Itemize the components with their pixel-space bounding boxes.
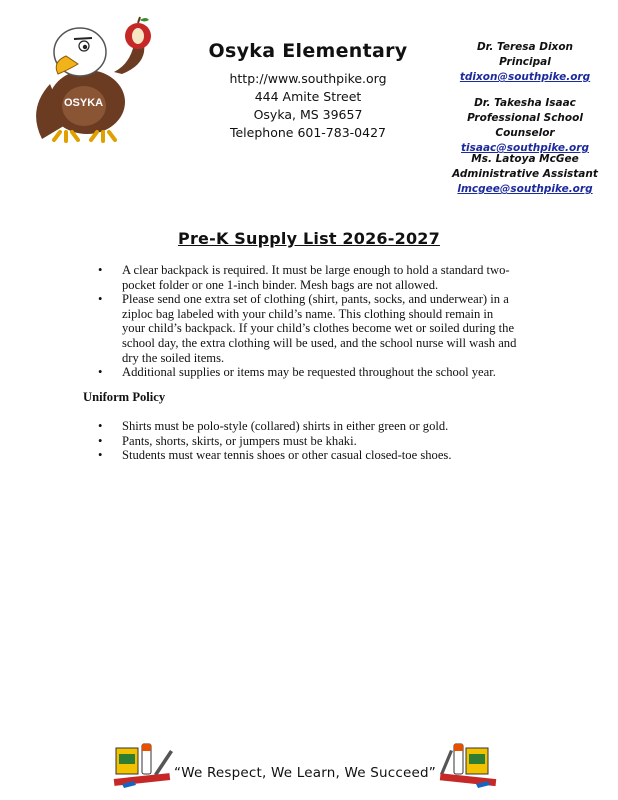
school-website[interactable]: http://www.southpike.org xyxy=(229,71,387,86)
list-item: • Additional supplies or items may be requested throughout the school year. xyxy=(98,365,518,380)
school-city: Osyka, MS 39657 xyxy=(253,107,363,122)
school-supplies-icon xyxy=(436,740,498,788)
mascot-label: OSYKA xyxy=(64,97,104,109)
uniform-list xyxy=(98,419,518,463)
list-item: • A clear backpack is required. It must be large enough to hold a standard two-pocket folder or one 1-inch binder. Mesh bags are not allowed. xyxy=(98,263,518,292)
supply-list xyxy=(98,263,518,380)
school-street: 444 Amite Street xyxy=(254,89,362,104)
page-title: Pre-K Supply List 2026-2027 xyxy=(178,229,440,248)
uniform-heading: Uniform Policy xyxy=(83,390,166,404)
staff-name: Ms. Latoya McGee xyxy=(471,153,579,165)
staff-contact-assistant xyxy=(440,152,610,197)
staff-role: Professional School Counselor xyxy=(467,112,583,139)
staff-contact-principal xyxy=(440,40,610,85)
school-telephone: Telephone 601-783-0427 xyxy=(229,125,386,140)
staff-name: Dr. Teresa Dixon xyxy=(476,41,574,53)
staff-role: Administrative Assistant xyxy=(452,168,598,180)
list-item: • Please send one extra set of clothing (shirt, pants, socks, and underwear) in a ziploc bag labeled with your child’s name. This clothing should remain in your child’s backpack. If your child’s clothes become wet or soiled during the school day, the extra clothing will be used, and the school nurse will wash and dry the soiled items. xyxy=(98,292,518,365)
eagle-mascot-logo xyxy=(22,14,172,144)
staff-email-link[interactable]: lmcgee@southpike.org xyxy=(457,183,593,195)
staff-role: Principal xyxy=(499,56,551,68)
school-name: Osyka Elementary xyxy=(208,40,408,62)
school-motto: “We Respect, We Learn, We Succeed” xyxy=(174,765,437,781)
list-item: • Students must wear tennis shoes or other casual closed-toe shoes. xyxy=(98,448,518,463)
school-supplies-icon xyxy=(112,740,174,788)
list-item: • Shirts must be polo-style (collared) shirts in either green or gold. xyxy=(98,419,518,434)
school-info xyxy=(188,40,428,142)
staff-contact-counselor xyxy=(440,96,610,156)
staff-email-link[interactable]: tisaac@southpike.org xyxy=(461,142,589,154)
list-item: • Pants, shorts, skirts, or jumpers must be khaki. xyxy=(98,434,518,449)
staff-email-link[interactable]: tdixon@southpike.org xyxy=(459,71,591,83)
staff-name: Dr. Takesha Isaac xyxy=(474,97,576,109)
